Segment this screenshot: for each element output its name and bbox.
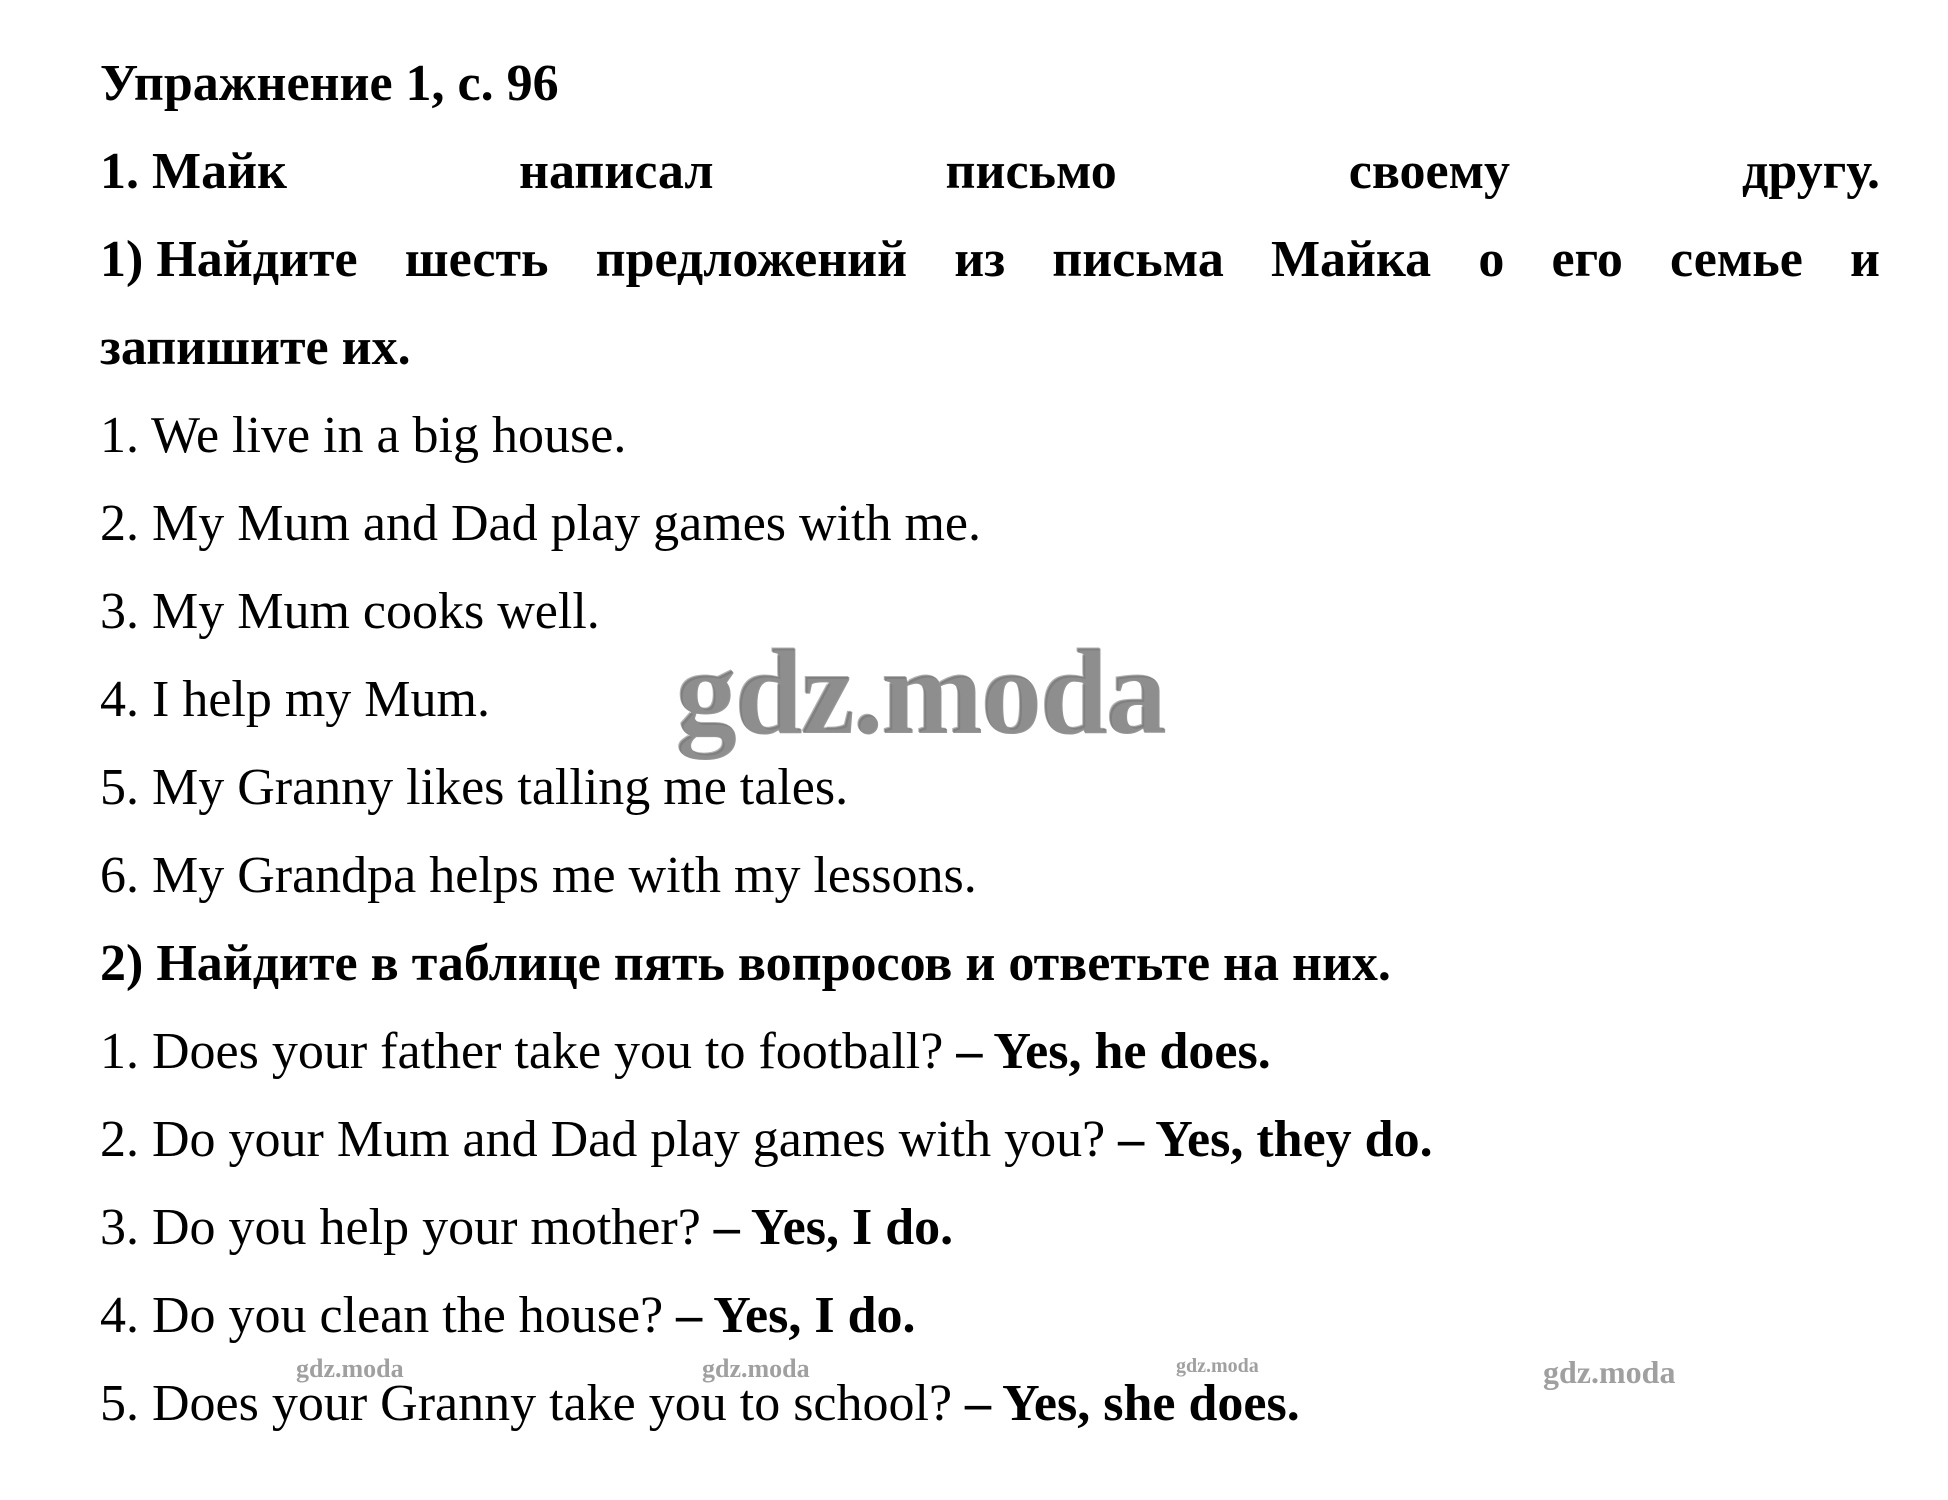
task-word: написал — [519, 143, 714, 200]
part1-instruction-line2: запишите их. — [100, 319, 411, 376]
watermark-logo: gdz.moda — [676, 625, 1165, 760]
task-word: 1. Майк — [100, 143, 288, 200]
instruction-word: о — [1478, 231, 1505, 288]
answer-text: – Yes, she does. — [965, 1375, 1300, 1432]
question-text: 4. Do you clean the house? — [100, 1287, 677, 1344]
instruction-word: шесть — [404, 231, 549, 288]
part1-instruction-line1 — [100, 216, 1880, 304]
instruction-word: и — [1849, 231, 1880, 288]
instruction-word: Майка — [1270, 231, 1432, 288]
question-text: 1. Does your father take you to football? — [100, 1023, 957, 1080]
exercise-title: Упражнение 1, с. 96 — [100, 55, 559, 112]
sentence-item: 2. My Mum and Dad play games with me. — [100, 495, 981, 552]
instruction-word: семье — [1670, 231, 1803, 288]
instruction-word: 1) Найдите — [100, 231, 358, 288]
answer-text: – Yes, I do. — [676, 1287, 916, 1344]
instruction-word: его — [1551, 231, 1623, 288]
sentence-item: 1. We live in a big house. — [100, 407, 627, 464]
answer-text: – Yes, I do. — [713, 1199, 954, 1256]
watermark-small: gdz.moda — [702, 1354, 810, 1383]
task-word: письмо — [945, 143, 1117, 200]
answer-text: – Yes, he does. — [956, 1023, 1271, 1080]
sentence-item: 4. I help my Mum. — [100, 671, 490, 728]
qa-item — [100, 1272, 1880, 1360]
question-text: 5. Does your Granny take you to school? — [100, 1375, 966, 1432]
part2-instruction: 2) Найдите в таблице пять вопросов и ответьте на них. — [100, 935, 1391, 992]
qa-item — [100, 1008, 1880, 1096]
answer-text: – Yes, they do. — [1118, 1111, 1433, 1168]
instruction-word: предложений — [595, 231, 908, 288]
instruction-word: из — [954, 231, 1006, 288]
sentence-item: 5. My Granny likes talling me tales. — [100, 759, 849, 816]
instruction-word: письма — [1052, 231, 1224, 288]
question-text: 3. Do you help your mother? — [100, 1199, 714, 1256]
watermark-small: gdz.moda — [1543, 1354, 1676, 1390]
watermark-small: gdz.moda — [1176, 1355, 1259, 1377]
task-heading — [100, 128, 1880, 216]
qa-item — [100, 1096, 1880, 1184]
task-word: другу. — [1742, 143, 1880, 200]
sentence-item: 3. My Mum cooks well. — [100, 583, 600, 640]
task-word: своему — [1348, 143, 1511, 200]
sentence-item: 6. My Grandpa helps me with my lessons. — [100, 847, 977, 904]
watermark-small: gdz.moda — [296, 1354, 404, 1383]
question-text: 2. Do your Mum and Dad play games with you? — [100, 1111, 1119, 1168]
qa-item — [100, 1184, 1880, 1272]
